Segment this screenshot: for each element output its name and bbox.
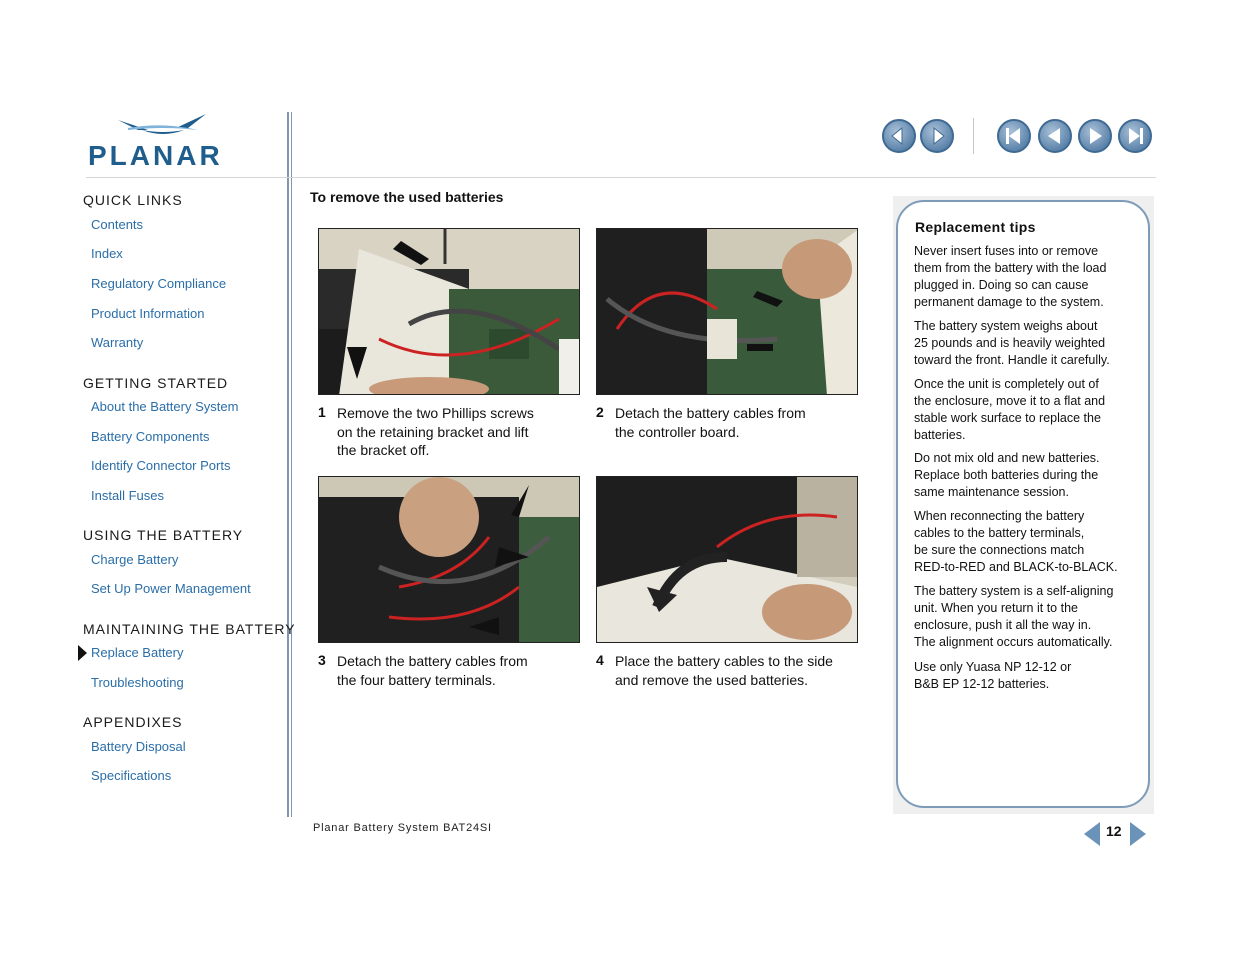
last-page-button[interactable] [1118,119,1152,153]
step-1-number: 1 [318,404,326,420]
tip-7-line-2: B&B EP 12-12 batteries. [914,677,1050,691]
step-4-photo [596,476,858,643]
tip-4-line-3: same maintenance session. [914,485,1069,499]
tip-5-line-4: RED-to-RED and BLACK-to-BLACK. [914,560,1118,574]
tip-6-line-4: The alignment occurs automatically. [914,635,1113,649]
sidebar-link-index[interactable]: Index [91,246,123,261]
footer-previous-page-button[interactable] [1084,822,1100,851]
step-2-photo [596,228,858,395]
next-page-button[interactable] [1078,119,1112,153]
step-3-text [337,652,567,689]
logo-wordmark: PLANAR [88,140,223,171]
tip-1-line-1: Never insert fuses into or remove [914,244,1099,258]
first-page-icon [999,121,1029,151]
tip-2-line-1: The battery system weighs about [914,319,1098,333]
tip-5-line-2: cables to the battery terminals, [914,526,1085,540]
tip-6-line-2: unit. When you return it to the [914,601,1078,615]
next-page-icon [1080,121,1110,151]
sidebar-divider-inner [291,112,292,817]
section-title-appendixes: APPENDIXES [83,714,183,730]
sidebar-divider [287,112,289,817]
triangle-left-icon [1084,822,1100,846]
sidebar-link-about-battery-system[interactable]: About the Battery System [91,399,239,414]
step-2-line-1: Detach the battery cables from [615,405,806,421]
arrow-left-icon [884,121,914,151]
sidebar-link-warranty[interactable]: Warranty [91,335,144,350]
sidebar-link-install-fuses[interactable]: Install Fuses [91,488,164,503]
page-heading: To remove the used batteries [310,189,504,205]
tip-3-line-1: Once the unit is completely out of [914,377,1099,391]
tip-1-line-3: plugged in. Doing so can cause [914,278,1089,292]
tip-1-line-2: them from the battery with the load [914,261,1107,275]
sidebar-link-troubleshooting[interactable]: Troubleshooting [91,675,184,690]
sidebar-link-power-management[interactable]: Set Up Power Management [91,581,251,596]
header-rule [86,177,1156,178]
step-4-line-2: and remove the used batteries. [615,671,809,688]
tip-paragraph-6 [914,583,1138,651]
tip-paragraph-3 [914,376,1138,444]
step-3-line-2: the four battery terminals. [337,671,496,688]
step-1-line-1: Remove the two Phillips screws [337,405,534,421]
tip-3-line-3: stable work surface to replace the [914,411,1101,425]
tip-4-line-2: Replace both batteries during the [914,468,1099,482]
tip-3-line-4: batteries. [914,428,966,442]
arrow-right-icon [922,121,952,151]
step-1-photo [318,228,580,395]
step-1-line-3: the bracket off. [337,442,430,458]
previous-page-icon [1040,121,1070,151]
previous-page-button[interactable] [1038,119,1072,153]
section-title-maintaining-the-battery: MAINTAINING THE BATTERY [83,621,296,637]
step-3-photo [318,476,580,643]
tip-5-line-1: When reconnecting the battery [914,509,1085,523]
back-button[interactable] [882,119,916,153]
tip-2-line-3: toward the front. Handle it carefully. [914,353,1110,367]
sidebar-link-battery-disposal[interactable]: Battery Disposal [91,739,186,754]
tip-1-line-4: permanent damage to the system. [914,295,1104,309]
tip-5-line-3: be sure the connections match [914,543,1085,557]
sidebar-link-battery-components[interactable]: Battery Components [91,429,210,444]
tips-title: Replacement tips [915,219,1036,235]
step-2-line-2: the controller board. [615,423,740,440]
tip-3-line-2: the enclosure, move it to a flat and [914,394,1106,408]
step-1-line-2: on the retaining bracket and lift [337,423,529,440]
sidebar-link-regulatory-compliance[interactable]: Regulatory Compliance [91,276,227,291]
triangle-right-icon [1130,822,1146,846]
step-4-line-1: Place the battery cables to the side [615,653,833,669]
tip-2-line-2: 25 pounds and is heavily weighted [914,336,1106,350]
footer-next-page-button[interactable] [1130,822,1146,851]
step-2-text [615,404,845,441]
tip-paragraph-4 [914,450,1138,501]
tip-paragraph-2 [914,318,1138,369]
last-page-icon [1120,121,1150,151]
footer-product-name: Planar Battery System BAT24SI [313,822,492,834]
nav-separator [973,118,974,154]
section-title-using-the-battery: USING THE BATTERY [83,527,244,543]
step-4-text [615,652,855,689]
section-title-getting-started: GETTING STARTED [83,375,229,391]
step-3-line-1: Detach the battery cables from [337,653,528,669]
step-2-number: 2 [596,404,604,420]
sidebar-link-charge-battery[interactable]: Charge Battery [91,552,179,567]
tip-paragraph-5 [914,508,1138,576]
tip-6-line-1: The battery system is a self-aligning [914,584,1114,598]
sidebar-link-specifications[interactable]: Specifications [91,768,172,783]
page-number: 12 [1106,823,1122,839]
tip-7-line-1: Use only Yuasa NP 12-12 or [914,660,1072,674]
first-page-button[interactable] [997,119,1031,153]
sidebar-link-contents[interactable]: Contents [91,217,144,232]
section-title-quick-links: QUICK LINKS [83,192,183,208]
sidebar-link-identify-connector-ports[interactable]: Identify Connector Ports [91,458,231,473]
current-page-marker-icon [78,645,87,661]
forward-button[interactable] [920,119,954,153]
tip-paragraph-1 [914,243,1138,311]
step-4-number: 4 [596,652,604,668]
step-1-text [337,404,567,460]
tip-4-line-1: Do not mix old and new batteries. [914,451,1100,465]
tip-6-line-3: enclosure, push it all the way in. [914,618,1092,632]
tip-paragraph-7 [914,659,1138,693]
sidebar-link-replace-battery[interactable]: Replace Battery [91,645,184,660]
sidebar-link-product-information[interactable]: Product Information [91,306,205,321]
step-3-number: 3 [318,652,326,668]
